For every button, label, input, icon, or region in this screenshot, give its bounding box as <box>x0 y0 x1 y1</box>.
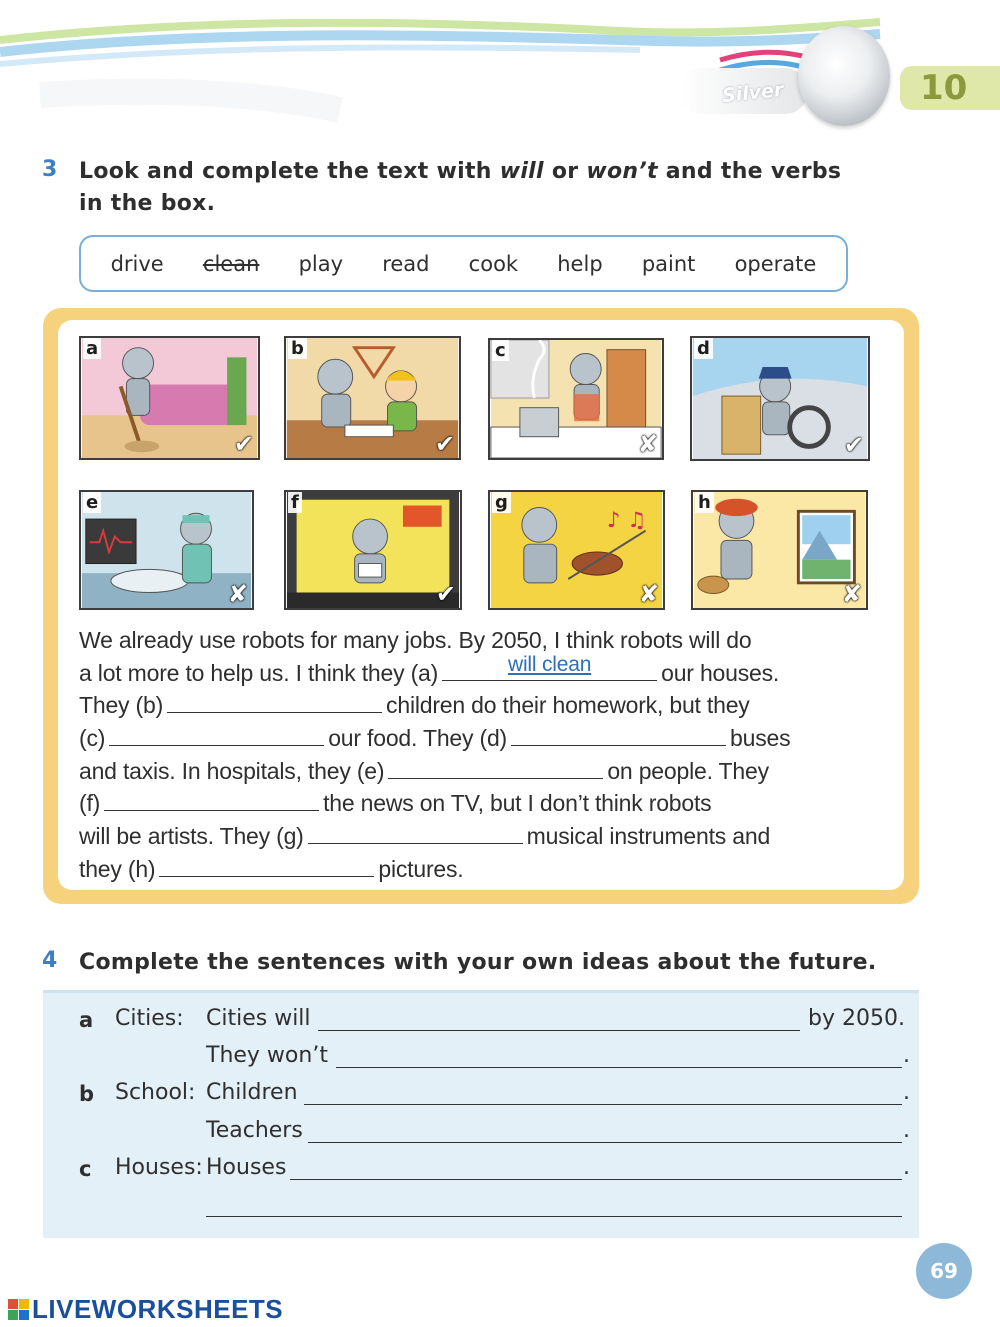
cross-icon: ✘ <box>638 580 659 608</box>
robot-violin-illustration <box>490 492 663 608</box>
text-line-5: and taxis. In hospitals, they (e) on people. They <box>79 755 839 788</box>
robot-operating-illustration <box>81 492 252 608</box>
text-line-6: (f) the news on TV, but I don’t think robots <box>79 787 839 820</box>
picture-h <box>691 490 868 610</box>
text-line-3: They (b) children do their homework, but they <box>79 689 839 722</box>
exercise-4-number: 4 <box>42 948 58 973</box>
picture-b-letter: b <box>288 338 307 359</box>
text-line-2: a lot more to help us. I think they (a) will clean our houses. <box>79 657 839 690</box>
row-a1-end: by 2050. <box>808 1006 905 1031</box>
robot-painting-illustration <box>693 492 866 608</box>
word-operate: operate <box>734 251 817 276</box>
exercise-3-title <box>79 156 841 220</box>
unit-number: 10 <box>920 68 968 108</box>
exercise-3-number: 3 <box>42 157 58 182</box>
row-a-letter: a <box>79 1008 94 1032</box>
robot-newsreader-illustration <box>286 492 460 608</box>
picture-d <box>690 336 870 461</box>
liveworksheets-logo <box>8 1294 283 1325</box>
text-line-8: they (h) pictures. <box>79 853 839 886</box>
text-line-1: We already use robots for many jobs. By 2050, I think robots will do <box>79 627 752 653</box>
answer-line-a2[interactable] <box>336 1067 902 1068</box>
word-cook: cook <box>468 251 519 276</box>
picture-g <box>488 490 665 610</box>
word-help: help <box>557 251 603 276</box>
tick-icon: ✔ <box>434 430 455 458</box>
blank-c[interactable] <box>109 722 324 746</box>
row-b2-start: Teachers <box>206 1118 303 1143</box>
word-play: play <box>298 251 344 276</box>
answer-line-c2[interactable] <box>206 1216 902 1217</box>
row-a2-end: . <box>903 1043 910 1068</box>
robot-driving-illustration <box>692 338 868 459</box>
row-c1-start: Houses <box>206 1155 287 1180</box>
page-number: 69 <box>916 1243 972 1299</box>
picture-c <box>488 338 664 460</box>
logo-square-red <box>8 1299 18 1309</box>
picture-h-letter: h <box>695 492 714 513</box>
row-c1-end: . <box>903 1155 910 1180</box>
row-a-topic: Cities: <box>115 1006 184 1031</box>
text-line-7: will be artists. They (g) musical instruments and <box>79 820 839 853</box>
blank-d[interactable] <box>511 722 726 746</box>
blank-g[interactable] <box>308 820 523 844</box>
row-c-letter: c <box>79 1157 92 1181</box>
picture-a <box>79 336 260 460</box>
verb-word-box <box>79 235 848 292</box>
picture-a-letter: a <box>83 338 101 359</box>
row-b2-end: . <box>903 1118 910 1143</box>
cross-icon: ✘ <box>637 430 658 458</box>
answer-line-b2[interactable] <box>308 1142 902 1143</box>
row-c-topic: Houses: <box>115 1155 203 1180</box>
picture-g-letter: g <box>492 492 511 513</box>
exercise-3-text <box>79 624 839 886</box>
row-b1-start: Children <box>206 1080 298 1105</box>
exercise-3-title-line2: in the box. <box>79 191 216 216</box>
picture-f-letter: f <box>288 492 302 513</box>
blank-f[interactable] <box>104 787 319 811</box>
logo-square-yellow <box>19 1299 29 1309</box>
robot-helping-homework-illustration <box>286 338 459 458</box>
cross-icon: ✘ <box>841 580 862 608</box>
row-a2-start: They won’t <box>206 1043 328 1068</box>
answer-line-b1[interactable] <box>304 1104 902 1105</box>
tick-icon: ✔ <box>233 430 254 458</box>
word-clean-struck: clean <box>202 251 260 276</box>
cross-icon: ✘ <box>227 580 248 608</box>
svg-text:♪ ♫: ♪ ♫ <box>606 507 647 533</box>
blank-b[interactable] <box>167 689 382 713</box>
answer-a: will clean <box>508 652 592 676</box>
blank-h[interactable] <box>159 853 374 877</box>
row-b-letter: b <box>79 1082 95 1106</box>
picture-e-letter: e <box>83 492 101 513</box>
level-label: Silver <box>721 78 785 108</box>
picture-c-letter: c <box>492 340 509 361</box>
logo-text: LIVEWORKSHEETS <box>32 1294 284 1324</box>
word-read: read <box>382 251 430 276</box>
row-b-topic: School: <box>115 1080 196 1105</box>
silver-ball-icon <box>798 26 890 126</box>
logo-squares-icon <box>8 1299 29 1320</box>
word-drive: drive <box>110 251 164 276</box>
text-line-4: (c) our food. They (d) buses <box>79 722 839 755</box>
robot-cleaning-illustration <box>81 338 258 458</box>
tick-icon: ✔ <box>435 580 456 608</box>
logo-square-blue <box>19 1310 29 1320</box>
logo-square-green <box>8 1310 18 1320</box>
blank-e[interactable] <box>388 755 603 779</box>
robot-cooking-illustration <box>490 340 662 458</box>
word-paint: paint <box>641 251 696 276</box>
row-b1-end: . <box>903 1080 910 1105</box>
answer-line-c1[interactable] <box>290 1179 902 1180</box>
picture-b <box>284 336 461 460</box>
blank-a[interactable] <box>442 652 657 681</box>
picture-d-letter: d <box>694 338 713 359</box>
exercise-3-title-line1: Look and complete the text with will or won’t and the verbs <box>79 159 842 184</box>
exercise-4-title: Complete the sentences with your own ideas about the future. <box>79 950 877 975</box>
picture-f <box>284 490 462 610</box>
picture-e <box>79 490 254 610</box>
tick-icon: ✔ <box>843 431 864 459</box>
row-a1-start: Cities will <box>206 1006 311 1031</box>
answer-line-a1[interactable] <box>318 1030 800 1031</box>
